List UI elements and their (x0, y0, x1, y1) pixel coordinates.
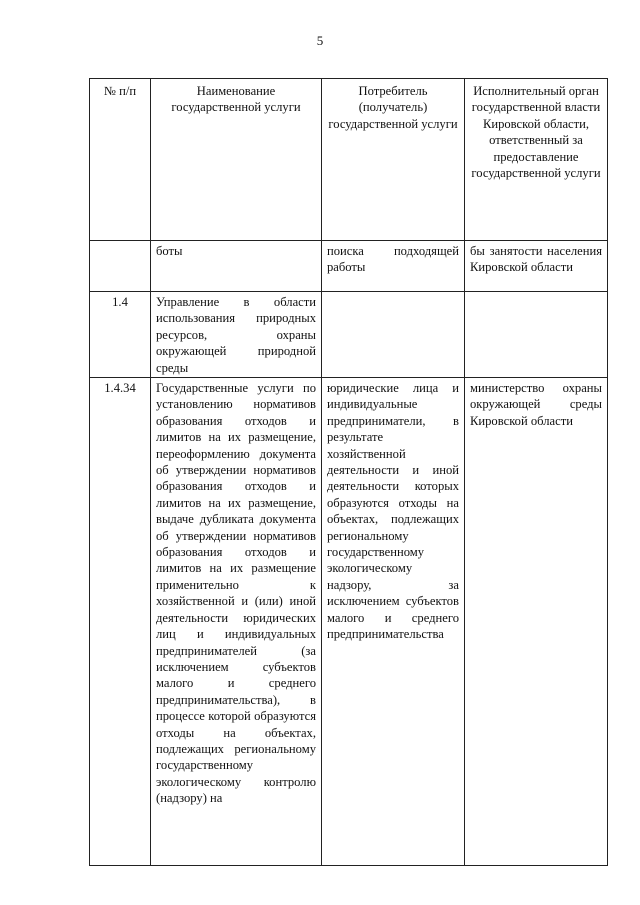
row-number: 1.4.34 (90, 378, 151, 866)
header-consumer: Потребитель (получатель) государственной услуги (322, 79, 465, 241)
row-consumer: поиска подходящей работы (322, 241, 465, 292)
header-service-name: Наименование государственной услуги (151, 79, 322, 241)
header-number: № п/п (90, 79, 151, 241)
row-service-name: Управление в области использования природных ресурсов, охраны окружающей природной среды (151, 292, 322, 378)
row-consumer: юридические лица и индивидуальные предприниматели, в результате хозяйственной деятельности и иной деятельности которых образуются отходы на объектах, подлежащих региональному государственному экологическому надзору, за исключением субъектов малого и среднего предпринимательства (322, 378, 465, 866)
page-number: 5 (316, 33, 324, 48)
row-consumer (322, 292, 465, 378)
table-row (90, 378, 608, 866)
table-row (90, 241, 608, 292)
row-authority: министерство охраны окружающей среды Кировской области (465, 378, 608, 866)
row-service-name: боты (151, 241, 322, 292)
header-authority: Исполнительный орган государственной власти Кировской области, ответственный за предоставление государственной услуги (465, 79, 608, 241)
row-number: 1.4 (90, 292, 151, 378)
row-authority: бы занятости населения Кировской области (465, 241, 608, 292)
row-number (90, 241, 151, 292)
table-row (90, 292, 608, 378)
row-service-name: Государственные услуги по установлению нормативов образования отходов и лимитов на их размещение, переоформлению документа об утверждении нормативов образования отходов и лимитов на их размещение, выдаче дубликата документа об утверждении нормативов образования отходов и лимитов на их размещение применительно к хозяйственной и (или) иной деятельности юридических лиц и индивидуальных предпринимателей (за исключением субъектов малого и среднего предпринимательства), в процессе которой образуются отходы на объектах, подлежащих региональному государственному экологическому контролю (надзору) на (151, 378, 322, 866)
services-table (89, 78, 608, 866)
table-header-row (90, 79, 608, 241)
row-authority (465, 292, 608, 378)
